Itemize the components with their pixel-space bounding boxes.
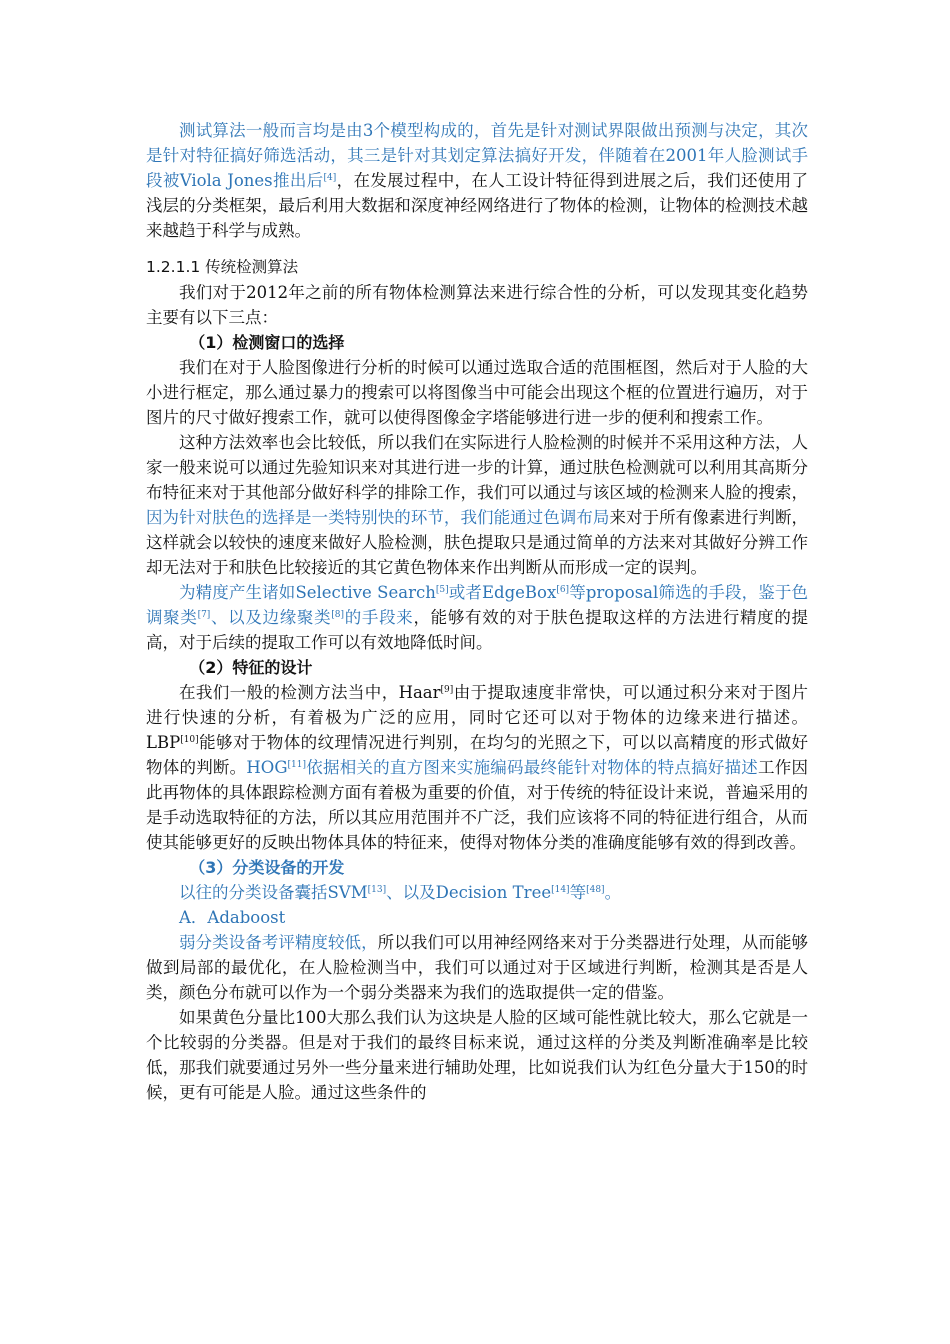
- subheading-adaboost: A．Adaboost: [179, 908, 286, 927]
- text-blue: 依据相关的直方图来实施编码最终能针对物体的特点搞好描述: [306, 758, 759, 777]
- text-blue: 以往的分类设备囊括SVM: [179, 883, 368, 902]
- heading-feature-design: （2）特征的设计: [189, 658, 313, 677]
- text-blue: 或者EdgeBox: [448, 583, 557, 602]
- document-page: [146, 118, 808, 1105]
- citation: [4]: [323, 173, 337, 183]
- text-blue: 、以及边缘聚类: [210, 608, 332, 627]
- text-blue: 为精度产生诸如Selective Search: [179, 583, 436, 602]
- text-blue: 等proposal筛选的手段，鉴于色调聚类: [146, 583, 809, 627]
- text: 来对于所有像素进行判断，这样就会以较快的速度来做好人脸检测，肤色提取只是通过简单的方法来对其做好分辨工作却无法对于和肤色比较接近的其它黄色物体来作出判断从而形成一定的误判。: [146, 508, 809, 577]
- text-blue: 的手段来: [344, 608, 414, 627]
- citation: [9]: [440, 685, 454, 695]
- citation: [48]: [586, 885, 605, 895]
- text: 这种方法效率也会比较低，所以我们在实际进行人脸检测的时候并不采用这种方法，人家一般来说可以通过先验知识来对其进行进一步的计算，通过肤色检测就可以利用其高斯分布特征来对于其他部分做好科学的排除工作，我们可以通过与该区域的检测来人脸的搜索，: [146, 433, 808, 502]
- citation: [6]: [556, 585, 570, 595]
- text: 所以我们可以用神经网络来对于分类器进行处理，从而能够做到局部的最优化，在人脸检测当中，我们可以通过对于区域进行判断，检测其是否是人类，颜色分布就可以作为一个弱分类器来为我们的选取提供一定的借鉴。: [146, 933, 809, 1002]
- section-title: 1.2.1.1 传统检测算法: [146, 258, 299, 276]
- paragraph-features: [146, 680, 808, 855]
- paragraph-weak-classifier: [146, 930, 808, 1005]
- paragraph-intro: [146, 118, 808, 243]
- citation: [5]: [435, 585, 449, 595]
- heading-classifier: （3）分类设备的开发: [189, 858, 345, 877]
- citation: [14]: [551, 885, 570, 895]
- text-blue: 因为针对肤色的选择是一类特别快的环节，我们能通过色调布局: [146, 508, 610, 527]
- text: 能够对于物体的纹理情况进行判别，在均匀的光照之下，可以以高精度的形式做好物体的判断。: [146, 733, 808, 777]
- text: ，在发展过程中，在人工设计特征得到进展之后，我们还使用了浅层的分类框架，最后利用大数据和深度神经网络进行了物体的检测，让物体的检测技术越来越趋于科学与成熟。: [146, 171, 808, 240]
- text-blue: 。: [604, 883, 622, 902]
- heading-detection-window: （1）检测窗口的选择: [189, 333, 345, 352]
- text-blue: 、以及Decision Tree: [386, 883, 552, 902]
- text: 工作因此再物体的具体跟踪检测方面有着极为重要的价值，对于传统的特征设计来说，普遍采用的是手动选取特征的方法，所以其应用范围并不广泛，我们应该将不同的特征进行组合，从而使其能够更好的反映出物体具体的特征来，使得对物体分类的准确度能够有效的得到改善。: [146, 758, 809, 852]
- text-blue: HOG: [246, 758, 288, 777]
- paragraph-window: 我们在对于人脸图像进行分析的时候可以通过选取合适的范围框图，然后对于人脸的大小进行框定，那么通过暴力的搜索可以将图像当中可能会出现这个框的位置进行遍历，对于图片的尺寸做好搜索工作，就可以使得图像金字塔能够进行进一步的便利和搜索工作。: [146, 358, 808, 427]
- paragraph-classifiers: [146, 880, 808, 905]
- paragraph-overview: 我们对于2012年之前的所有物体检测算法来进行综合性的分析，可以发现其变化趋势主要有以下三点：: [146, 283, 808, 327]
- citation: [13]: [367, 885, 387, 895]
- text-blue: 等: [569, 883, 587, 902]
- paragraph-skin-color: [146, 430, 808, 580]
- text-blue: 测试算法一般而言均是由3个模型构成的，首先是针对测试界限做出预测与决定，其次是针对特征搞好筛选活动，其三是针对其划定算法搞好开发，伴随着在2001年人脸测试手段被Viola Jones推出后: [146, 121, 808, 190]
- text: ，能够有效的对于肤色提取这样的方法进行精度的提高，对于后续的提取工作可以有效地降低时间。: [146, 608, 809, 652]
- paragraph-yellow-component: 如果黄色分量比100大那么我们认为这块是人脸的区域可能性就比较大，那么它就是一个比较弱的分类器。但是对于我们的最终目标来说，通过这样的分类及判断准确率是比较低，那我们就要通过另外一些分量来进行辅助处理，比如说我们认为红色分量大于150的时候，更有可能是人脸。通过这些条件的: [146, 1008, 808, 1102]
- text-blue: 弱分类设备考评精度较低，: [179, 933, 378, 952]
- citation: [11]: [287, 760, 306, 770]
- paragraph-proposal: [146, 580, 808, 655]
- citation: [8]: [331, 610, 345, 620]
- text: 在我们一般的检测方法当中，Haar: [179, 683, 441, 702]
- citation: [10]: [180, 735, 199, 745]
- citation: [7]: [197, 610, 211, 620]
- text: 由于提取速度非常快，可以通过积分来对于图片进行快速的分析，有着极为广泛的应用，同时它还可以对于物体的边缘来进行描述。LBP: [146, 683, 809, 752]
